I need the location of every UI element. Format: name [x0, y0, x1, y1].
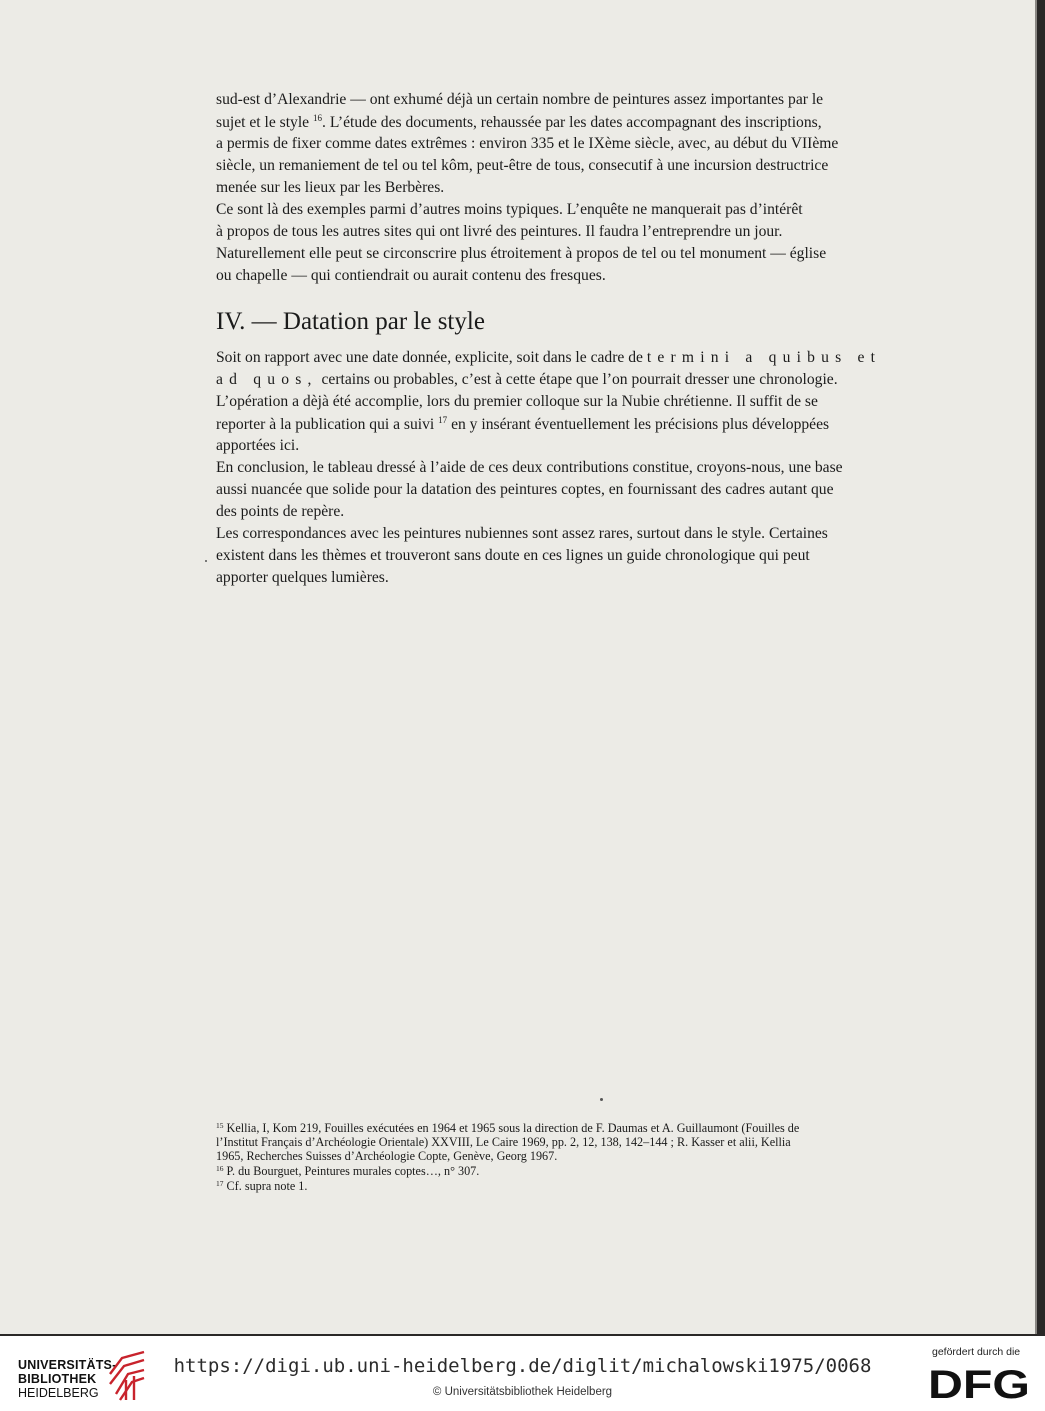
section-line-7: aussi nuancée que solide pour la datation des peintures coptes, en fournissant des cadres autant que: [216, 481, 834, 498]
section-line-11: apporter quelques lumières.: [216, 569, 389, 586]
scan-speck: [600, 1098, 603, 1101]
footnote-number: 16: [216, 1164, 224, 1173]
section-line-9: Les correspondances avec les peintures nubiennes sont assez rares, surtout dans le style. Certaines: [216, 525, 828, 542]
section-line-3: L’opération a dèjà été accomplie, lors du premier colloque sur la Nubie chrétienne. Il suffit de se: [216, 393, 818, 410]
body-text: reporter à la publication qui a suivi: [216, 416, 435, 433]
section-heading: IV. — Datation par le style: [216, 308, 485, 335]
footnote-15-line-3: 1965, Recherches Suisses d’Archéologie Copte, Genève, Georg 1967.: [216, 1149, 558, 1163]
dfg-logo[interactable]: [928, 1365, 1032, 1401]
scan-speck: [205, 560, 207, 562]
logo-line-3: HEIDELBERG: [18, 1386, 99, 1400]
dfg-logo-text: DFG: [928, 1365, 1030, 1401]
footnote-15-line-1: [216, 1122, 799, 1134]
body-line-2: sujet et le style $^{16}$. L’étude des documents, rehaussée par les dates accompagnant des inscriptions,: [216, 113, 822, 131]
footnote-number: 17: [216, 1179, 224, 1188]
footnote-text: P. du Bourguet, Peintures murales coptes…, n° 307.: [226, 1164, 480, 1178]
footnote-text: Kellia, I, Kom 219, Fouilles exécutées en 1964 et 1965 sous la direction de F. Daumas et A. Guillaumont (Fouilles de: [226, 1121, 800, 1135]
body-text: sujet et le style: [216, 114, 310, 131]
footnote-16: [216, 1165, 479, 1177]
section-line-10: existent dans les thèmes et trouveront sans doute en ces lignes un guide chronologique qui peut: [216, 547, 810, 564]
section-line-6: En conclusion, le tableau dressé à l’aide de ces deux contributions constitue, croyons-nous, une base: [216, 459, 843, 476]
viewer-footer: [0, 1336, 1045, 1411]
body-line-7: à propos de tous les autres sites qui ont livré des peintures. Il faudra l’entreprendre un jour.: [216, 223, 783, 240]
body-line-8: Naturellement elle peut se circonscrire plus étroitement à propos de tel ou tel monument — église: [216, 245, 827, 262]
body-line-4: siècle, un remaniement de tel ou tel kôm, peut-être de tous, consecutif à une incursion destructrice: [216, 157, 829, 174]
logo-line-1: UNIVERSITÄTS-: [18, 1358, 117, 1372]
body-line-9: ou chapelle — qui contiendrait ou aurait contenu des fresques.: [216, 267, 606, 284]
body-line-5: menée sur les lieux par les Berbères.: [216, 179, 445, 196]
body-line-6: Ce sont là des exemples parmi d’autres moins typiques. L’enquête ne manquerait pas d’intérêt: [216, 201, 803, 218]
body-line-3: a permis de fixer comme dates extrêmes : environ 335 et le IXème siècle, avec, au début du VIIème: [216, 135, 839, 152]
body-text: certains ou probables, c’est à cette étape que l’on pourrait dresser une chronologie.: [321, 371, 838, 388]
footnote-15-line-2: l’Institut Français d’Archéologie Orientale) XXVIII, Le Caire 1969, pp. 2, 12, 138, 142–144 ; R. Kasser et alii, Kellia: [216, 1135, 791, 1149]
footnote-ref-17[interactable]: 17: [438, 415, 448, 425]
dfg-caption: gefördert durch die: [932, 1346, 1021, 1358]
copyright-notice: © Universitätsbibliothek Heidelberg: [432, 1386, 613, 1398]
section-line-8: des points de repère.: [216, 503, 345, 520]
footnote-number: 15: [216, 1121, 224, 1130]
latin-phrase: termini a quibus et: [646, 349, 882, 366]
permalink-url[interactable]: https://digi.ub.uni-heidelberg.de/diglit/michalowski1975/0068: [173, 1355, 872, 1377]
logo-line-2: BIBLIOTHEK: [18, 1372, 97, 1386]
footnote-ref-16[interactable]: 16: [313, 113, 323, 123]
section-line-1: [216, 350, 881, 366]
footnote-17: [216, 1180, 307, 1192]
body-text: Soit on rapport avec une date donnée, explicite, soit dans le cadre de: [216, 349, 643, 366]
body-text: L’étude des documents, rehaussée par les dates accompagnant des inscriptions,: [329, 114, 822, 131]
section-line-4: [216, 416, 829, 433]
body-text: en y insérant éventuellement les précisions plus développées: [451, 416, 830, 433]
footnote-text: Cf. supra note 1.: [226, 1179, 308, 1193]
section-line-2: [216, 372, 838, 388]
latin-phrase: ad quos,: [216, 371, 318, 388]
section-line-5: apportées ici.: [216, 437, 300, 454]
body-line-1: sud-est d’Alexandrie — ont exhumé déjà un certain nombre de peintures assez importantes par le: [216, 91, 824, 108]
